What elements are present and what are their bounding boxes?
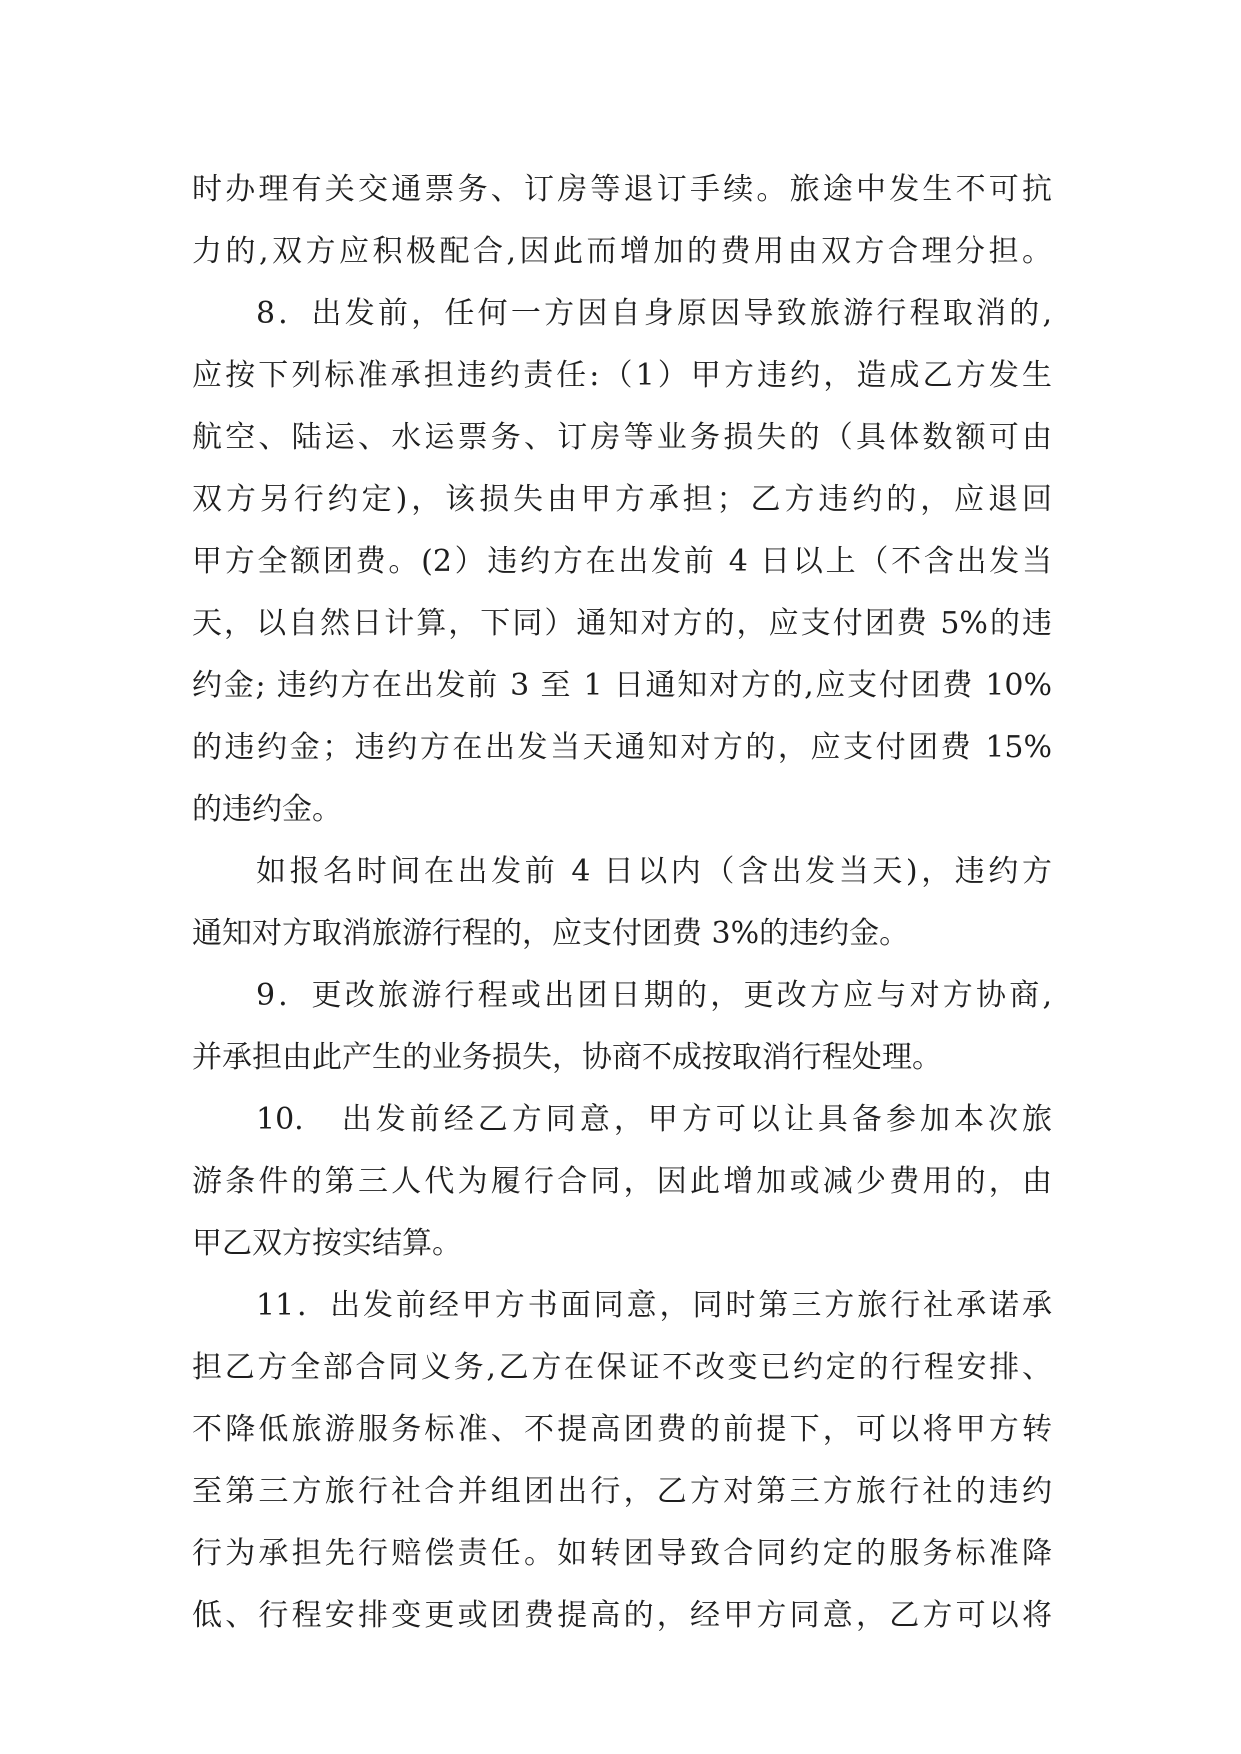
text-line: 通知对方取消旅游行程的，应支付团费 3%的违约金。: [192, 916, 910, 951]
text-line: 担乙方全部合同义务,乙方在保证不改变已约定的行程安排、: [192, 1350, 1052, 1385]
text-line: 时办理有关交通票务、订房等退订手续。旅途中发生不可抗: [192, 172, 1052, 207]
text-line: 约金; 违约方在出发前 3 至 1 日通知对方的,应支付团费 10%: [192, 668, 1052, 703]
text-line: 的违约金；违约方在出发当天通知对方的，应支付团费 15%: [192, 730, 1052, 765]
contract-text-body: [192, 159, 1052, 1647]
text-line: 如报名时间在出发前 4 日以内（含出发当天)，违约方: [256, 854, 1052, 889]
text-line: 并承担由此产生的业务损失，协商不成按取消行程处理。: [192, 1040, 942, 1075]
text-line: 甲乙双方按实结算。: [192, 1226, 462, 1261]
text-line: 低、行程安排变更或团费提高的，经甲方同意，乙方可以将: [192, 1598, 1052, 1633]
text-line: 10. 出发前经乙方同意，甲方可以让具备参加本次旅: [256, 1102, 1052, 1137]
text-line: 双方另行约定)，该损失由甲方承担；乙方违约的，应退回: [192, 482, 1052, 517]
text-line: 应按下列标准承担违约责任:（1）甲方违约，造成乙方发生: [192, 358, 1052, 393]
text-line: 9．更改旅游行程或出团日期的，更改方应与对方协商,: [256, 978, 1052, 1013]
text-line: 行为承担先行赔偿责任。如转团导致合同约定的服务标准降: [192, 1536, 1052, 1571]
text-line: 8．出发前，任何一方因自身原因导致旅游行程取消的,: [256, 296, 1052, 331]
text-line: 力的,双方应积极配合,因此而增加的费用由双方合理分担。: [192, 234, 1052, 269]
text-line: 不降低旅游服务标准、不提高团费的前提下，可以将甲方转: [192, 1412, 1052, 1447]
text-line: 甲方全额团费。(2）违约方在出发前 4 日以上（不含出发当: [192, 544, 1052, 579]
text-line: 的违约金。: [192, 792, 342, 827]
text-line: 游条件的第三人代为履行合同，因此增加或减少费用的，由: [192, 1164, 1052, 1199]
text-line: 至第三方旅行社合并组团出行，乙方对第三方旅行社的违约: [192, 1474, 1052, 1509]
text-line: 天，以自然日计算，下同）通知对方的，应支付团费 5%的违: [192, 606, 1052, 641]
text-line: 航空、陆运、水运票务、订房等业务损失的（具体数额可由: [192, 420, 1052, 455]
text-line: 11．出发前经甲方书面同意，同时第三方旅行社承诺承: [256, 1288, 1052, 1323]
